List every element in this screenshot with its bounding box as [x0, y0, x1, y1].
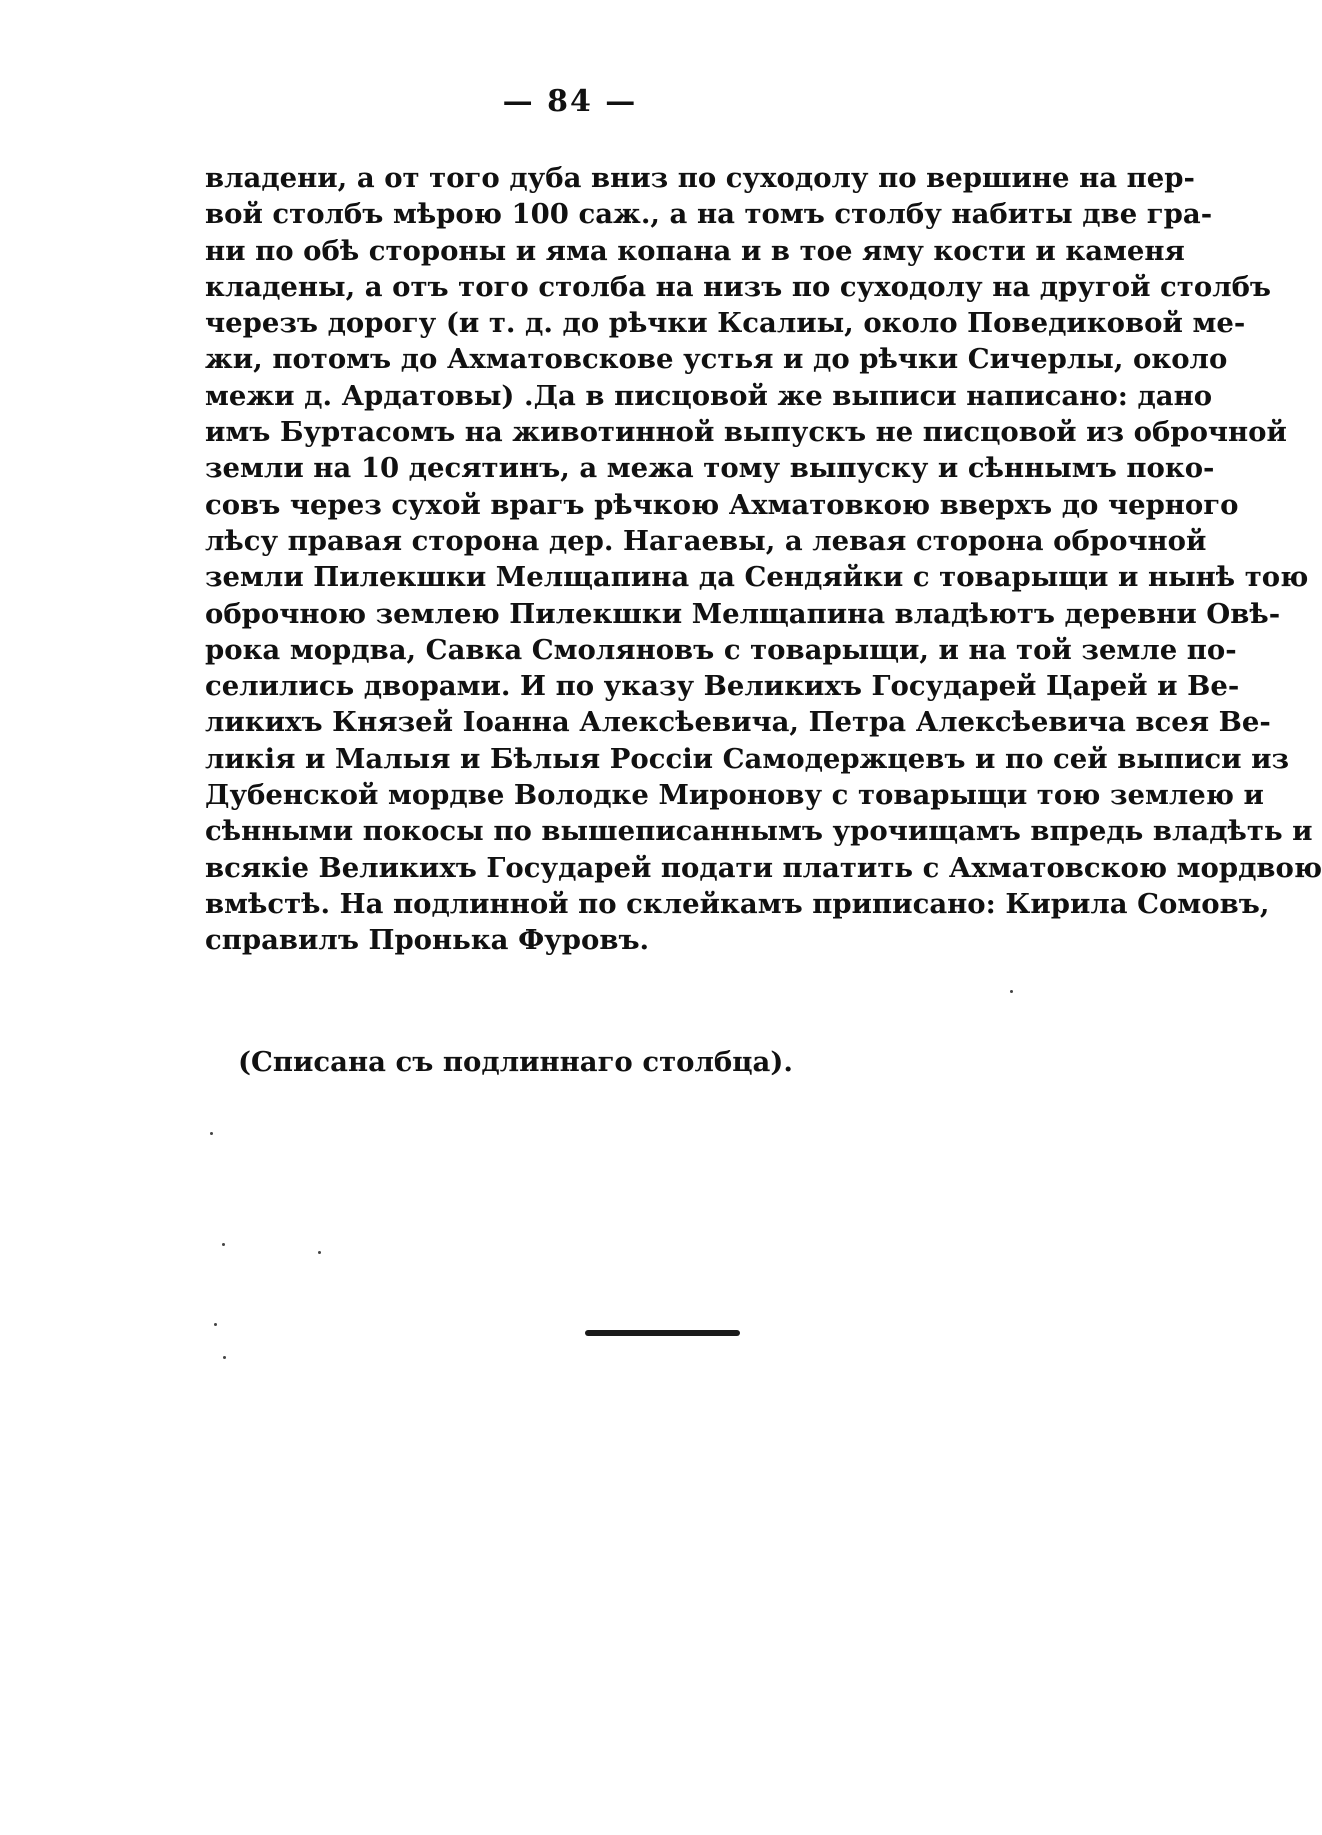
- text-line: лѣсу правая сторона дер. Нагаевы, а левая сторона оброчной: [205, 524, 1207, 557]
- text-line: межи д. Ардатовы) .Да в писцовой же выписи написано: дано: [205, 379, 1213, 412]
- speck: [1010, 990, 1013, 993]
- text-line: ни по обѣ стороны и яма копана и в тое яму кости и каменя: [205, 234, 1185, 267]
- source-note: (Списана съ подлиннаго столбца).: [238, 1046, 793, 1078]
- text-line: земли Пилекшки Мелщапина да Сендяйки с товарыщи и нынѣ тою: [205, 561, 1309, 594]
- text-line: Дубенской мордве Володке Миронову с товарыщи тою землею и: [205, 779, 1264, 812]
- ornament-rule: [585, 1330, 740, 1336]
- speck: [214, 1323, 217, 1326]
- speck: [318, 1251, 321, 1254]
- text-line: кладены, а отъ того столба на низъ по суходолу на другой столбъ: [205, 270, 1272, 303]
- speck: [222, 1243, 225, 1246]
- text-line: черезъ дорогу (и т. д. до рѣчки Ксалиы, около Поведиковой ме-: [205, 307, 1246, 340]
- speck: [210, 1132, 213, 1135]
- text-line: селились дворами. И по указу Великихъ Государей Царей и Ве-: [205, 670, 1240, 703]
- text-line: имъ Буртасомъ на животинной выпускъ не писцовой из оброчной: [205, 416, 1287, 449]
- text-line: вмѣстѣ. На подлинной по склейкамъ приписано: Кирила Сомовъ,: [205, 887, 1270, 920]
- speck: [223, 1356, 226, 1359]
- text-line: всякіе Великихъ Государей подати платить с Ахматовскою мордвою: [205, 851, 1322, 884]
- text-line: сѣнными покосы по вышеписаннымъ урочищамъ впредь владѣть и: [205, 815, 1313, 848]
- text-line: земли на 10 десятинъ, а межа тому выпуску и сѣннымъ поко-: [205, 452, 1215, 485]
- text-line: справилъ Пронька Фуровъ.: [205, 924, 650, 957]
- text-line: вой столбъ мѣрою 100 саж., а на томъ столбу набиты две гра-: [205, 198, 1213, 231]
- text-line: оброчною землею Пилекшки Мелщапина владѣютъ деревни Овѣ-: [205, 597, 1281, 630]
- page-number: — 84 —: [502, 84, 638, 119]
- text-line: совъ через сухой врагъ рѣчкою Ахматовкою вверхъ до черного: [205, 488, 1239, 521]
- text-line: ликія и Малыя и Бѣлыя Россіи Самодержцевъ и по сей выписи из: [205, 742, 1290, 775]
- text-line: владени, а от того дуба вниз по суходолу по вершине на пер-: [205, 162, 1195, 194]
- text-line: ликихъ Князей Іоанна Алексѣевича, Петра Алексѣевича всея Ве-: [205, 706, 1271, 739]
- body-text: [205, 160, 1322, 959]
- text-line: жи, потомъ до Ахматовскове устья и до рѣчки Сичерлы, около: [205, 343, 1228, 376]
- text-line: рока мордва, Савка Смоляновъ с товарыщи, и на той земле по-: [205, 633, 1237, 666]
